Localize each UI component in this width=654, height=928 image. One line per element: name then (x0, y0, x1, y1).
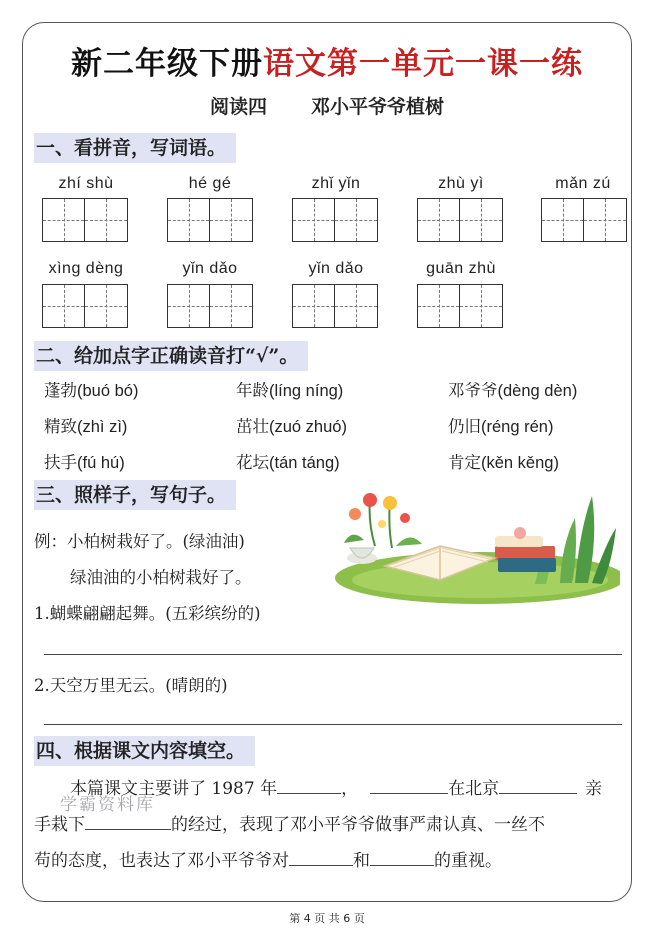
pinyin-label: zhǐ yǐn (311, 175, 361, 192)
para-text: 亲 (585, 779, 603, 799)
writing-grid[interactable] (417, 284, 503, 328)
section1-heading: 一、看拼音，写词语。 (34, 133, 236, 163)
reading-choice[interactable] (448, 449, 559, 473)
choice-options: (dèng dèn) (497, 382, 578, 400)
section2-heading: 二、给加点字正确读音打“√”。 (34, 341, 308, 371)
para-text: ， (341, 779, 359, 799)
para-text: 本篇课文主要讲了 1987 年 (70, 779, 278, 799)
fill-blank-paragraph-line3 (34, 844, 630, 878)
page-footer: 第 4 页 共 6 页 (289, 912, 365, 925)
choice-options: (zhì zì) (77, 418, 128, 436)
question-2: 2.天空万里无云。(晴朗的) (34, 676, 228, 695)
para-text: 在北京 (448, 779, 500, 799)
choice-word: 花坛 (236, 453, 269, 472)
para-text: 的经过，表现了邓小平爷爷做事严肃认真、一丝不 (171, 815, 545, 835)
choice-word: 仍旧 (448, 417, 481, 436)
para-text: 的重视。 (434, 851, 502, 871)
choice-options: (kěn kěng) (481, 454, 559, 472)
choice-options: (zuó zhuó) (269, 418, 347, 436)
choice-options: (tán táng) (269, 454, 340, 472)
writing-grid[interactable] (292, 198, 378, 242)
answer-line-1[interactable] (44, 654, 622, 655)
answer-line-2[interactable] (44, 724, 622, 725)
example-sentence: 例：小柏树栽好了。(绿油油) (34, 532, 245, 551)
pinyin-label: guān zhù (426, 260, 496, 277)
reading-choice[interactable] (44, 449, 125, 473)
writing-grid[interactable] (417, 198, 503, 242)
choice-options: (líng níng) (269, 382, 344, 400)
blank-time[interactable] (370, 774, 448, 794)
choice-word: 年龄 (236, 381, 269, 400)
reading-choice[interactable] (448, 413, 553, 437)
para-text: 苟的态度，也表达了邓小平爷爷对 (34, 851, 289, 871)
blank-item-1[interactable] (289, 846, 353, 866)
reading-choice[interactable] (44, 377, 138, 401)
pinyin-label: zhù yì (438, 175, 484, 192)
lesson-name: 邓小平爷爷植树 (311, 96, 445, 118)
pinyin-label: yǐn dǎo (308, 260, 364, 277)
title-subject: 语文第一单元一课一练 (263, 46, 583, 82)
blank-place[interactable] (499, 774, 577, 794)
choice-options: (buó bó) (77, 382, 139, 400)
reading-choice[interactable] (236, 449, 340, 473)
choice-word: 肯定 (448, 453, 481, 472)
pinyin-label: yǐn dǎo (182, 260, 238, 277)
blank-date[interactable] (277, 774, 341, 794)
page-title (0, 38, 654, 83)
example-answer: 绿油油的小柏树栽好了。 (70, 568, 252, 587)
choice-options: (fú hú) (77, 454, 125, 472)
section3-heading: 三、照样子，写句子。 (34, 480, 236, 510)
reading-choice[interactable] (236, 413, 347, 437)
pinyin-label: xìng dèng (48, 260, 124, 277)
watermark: 学霸资料库 (60, 795, 155, 815)
writing-grid[interactable] (167, 284, 253, 328)
book-garden-illustration (330, 488, 620, 606)
reading-choice[interactable] (448, 377, 577, 401)
choice-word: 邓爷爷 (448, 381, 498, 400)
choice-word: 扶手 (44, 453, 77, 472)
choice-word: 茁壮 (236, 417, 269, 436)
title-grade: 新二年级下册 (71, 46, 263, 82)
pinyin-label: zhí shù (58, 175, 114, 192)
pinyin-label: hé gé (188, 175, 232, 192)
choice-word: 精致 (44, 417, 77, 436)
writing-grid[interactable] (292, 284, 378, 328)
pinyin-label: mǎn zú (555, 175, 611, 192)
blank-item-2[interactable] (370, 846, 434, 866)
writing-grid[interactable] (42, 198, 128, 242)
writing-grid[interactable] (167, 198, 253, 242)
reading-choice[interactable] (44, 413, 127, 437)
para-text: 手栽下 (34, 815, 85, 835)
writing-grid[interactable] (541, 198, 627, 242)
section4-heading: 四、根据课文内容填空。 (34, 736, 255, 766)
reading-choice[interactable] (236, 377, 343, 401)
choice-options: (réng rén) (481, 418, 554, 436)
lesson-subtitle (0, 92, 654, 119)
question-1: 1.蝴蝶翩翩起舞。(五彩缤纷的) (34, 604, 261, 623)
writing-grid[interactable] (42, 284, 128, 328)
unit-label: 阅读四 (209, 96, 267, 118)
para-text: 和 (353, 851, 370, 871)
choice-word: 蓬勃 (44, 381, 77, 400)
